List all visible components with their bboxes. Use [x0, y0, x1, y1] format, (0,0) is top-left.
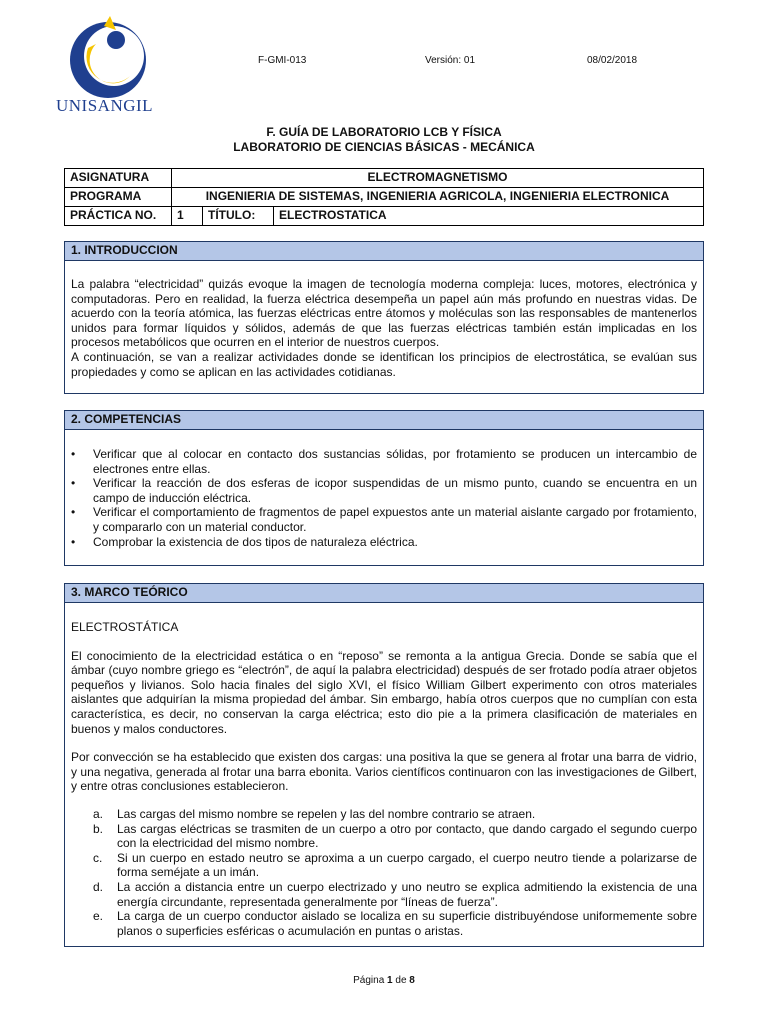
course-info-table [64, 168, 704, 226]
document-date: 08/02/2018 [587, 55, 638, 66]
practica-label: PRÁCTICA NO. [65, 207, 172, 226]
list-item: • Verificar que al colocar en contacto dos sustancias sólidas, por frotamiento se producen un intercambio de electrones entre ellas. [93, 447, 697, 476]
unisangil-logo [58, 14, 158, 124]
list-text: La acción a distancia entre un cuerpo electrizado y uno neutro se explica admitiendo la existencia de una energía circundante, representada generalmente por “líneas de fuerza”. [117, 879, 697, 909]
asignatura-value: ELECTROMAGNETISMO [172, 169, 704, 188]
list-text: Si un cuerpo en estado neutro se aproxima a un cuerpo cargado, el cuerpo neutro tiende a polarizarse de forma seméjate a un imán. [117, 850, 697, 880]
list-item [93, 806, 697, 822]
section-introduccion [64, 241, 704, 394]
logo-text: UNISANGIL [56, 96, 154, 115]
list-item [93, 909, 697, 938]
table-row [65, 188, 704, 207]
conclusiones-list [71, 807, 697, 938]
list-text: La carga de un cuerpo conductor aislado se localiza en su superficie distribuyéndose uniformemente sobre planos o superficies esféricas o acumulación en puntas o aristas. [117, 909, 697, 938]
list-text: Las cargas del mismo nombre se repelen y las del nombre contrario se atraen. [117, 806, 536, 821]
section-marco-teorico [64, 583, 704, 947]
document-title [0, 125, 768, 155]
programa-value: INGENIERIA DE SISTEMAS, INGENIERIA AGRICOLA, INGENIERIA ELECTRONICA [172, 188, 704, 207]
section-competencias [64, 410, 704, 566]
subtitle: ELECTROSTÁTICA [71, 620, 179, 634]
paragraph: Por convección se ha establecido que existen dos cargas: una positiva la que se genera al frotar una barra de vidrio, y una negativa, generada al frotar una barra ebonita. Varios científicos continuaron con las investigaciones de Gilbert, y entre otras conclusiones establecieron. [71, 750, 697, 794]
list-item: • Verificar el comportamiento de fragmentos de papel expuestos ante un material aislante cargado por frotamiento, y compararlo con un material conductor. [93, 505, 697, 534]
asignatura-label: ASIGNATURA [65, 169, 172, 188]
list-item [93, 850, 697, 880]
paragraph: El conocimiento de la electricidad estática o en “reposo” se remonta a la antigua Grecia. Donde se sabía que el ámbar (cuyo nombre griego es “electrón”, de aquí la palabra electricidad) después de ser frotado podía atraer objetos pequeños y livianos. Solo hacia finales del siglo XVI, el físico William Gilbert experimento con otros materiales aislantes que adquirían la misma propiedad del ámbar. Sin embargo, había otros cuerpos que no cumplían con esta característica, es decir, no conservan la carga eléctrica; esto dio pie a la primera clasificación de materiales en buenos y malos conductores. [71, 648, 697, 736]
list-letter: a. [93, 806, 104, 821]
section-body [65, 430, 703, 549]
section-heading: 2. COMPETENCIAS [65, 411, 703, 430]
title-line-1: F. GUÍA DE LABORATORIO LCB Y FÍSICA [266, 125, 502, 139]
section-body [65, 261, 703, 379]
list-letter: d. [93, 879, 104, 894]
document-code: F-GMI-013 [258, 55, 307, 66]
competencias-list [71, 447, 697, 549]
list-text: Las cargas eléctricas se trasmiten de un cuerpo a otro por contacto, que dando cargado el segundo cuerpo con la electricidad del mismo nombre. [117, 821, 697, 851]
section-body [65, 603, 703, 938]
table-row [65, 169, 704, 188]
titulo-value: ELECTROSTATICA [274, 207, 704, 226]
paragraph: La palabra “electricidad” quizás evoque la imagen de tecnología moderna compleja: luces, motores, electrónica y computadoras. Pero en realidad, la fuerza eléctrica desempeña un papel aún más profundo en nuestras vidas. De acuerdo con la teoría atómica, las fuerzas eléctricas entre átomos y moléculas son las responsables de mantenerlos unidos para formar líquidos y sólidos, además de que las fuerzas eléctricas también están implicadas en los procesos metabólicos que ocurren en el interior de nuestros cuerpos. [71, 277, 697, 350]
list-letter: b. [93, 821, 104, 836]
section-heading: 3. MARCO TEÓRICO [65, 584, 703, 603]
programa-label: PROGRAMA [65, 188, 172, 207]
section-heading: 1. INTRODUCCION [65, 242, 703, 261]
list-item: • Verificar la reacción de dos esferas de icopor suspendidas de un mismo punto, cuando se encuentra en un campo de inducción eléctrica. [93, 476, 697, 505]
titulo-label: TÍTULO: [203, 207, 274, 226]
page-number: 1 [387, 975, 393, 986]
practica-value: 1 [172, 207, 203, 226]
table-row [65, 207, 704, 226]
list-item [93, 821, 697, 851]
of-word: de [395, 975, 407, 986]
logo-emblem-icon [58, 14, 158, 106]
paragraph: A continuación, se van a realizar actividades donde se identifican los principios de electrostática, se evalúan sus propiedades y como se aplican en las actividades cotidianas. [71, 349, 697, 379]
list-letter: c. [93, 850, 103, 865]
page-total: 8 [409, 975, 415, 986]
list-letter: e. [93, 909, 104, 924]
page-word: Página [353, 975, 385, 986]
title-line-2: LABORATORIO DE CIENCIAS BÁSICAS - MECÁNICA [233, 140, 535, 154]
document-version: Versión: 01 [425, 55, 476, 66]
page-footer [0, 975, 768, 986]
list-item: • Comprobar la existencia de dos tipos de naturaleza eléctrica. [93, 535, 697, 550]
list-item [93, 879, 697, 909]
